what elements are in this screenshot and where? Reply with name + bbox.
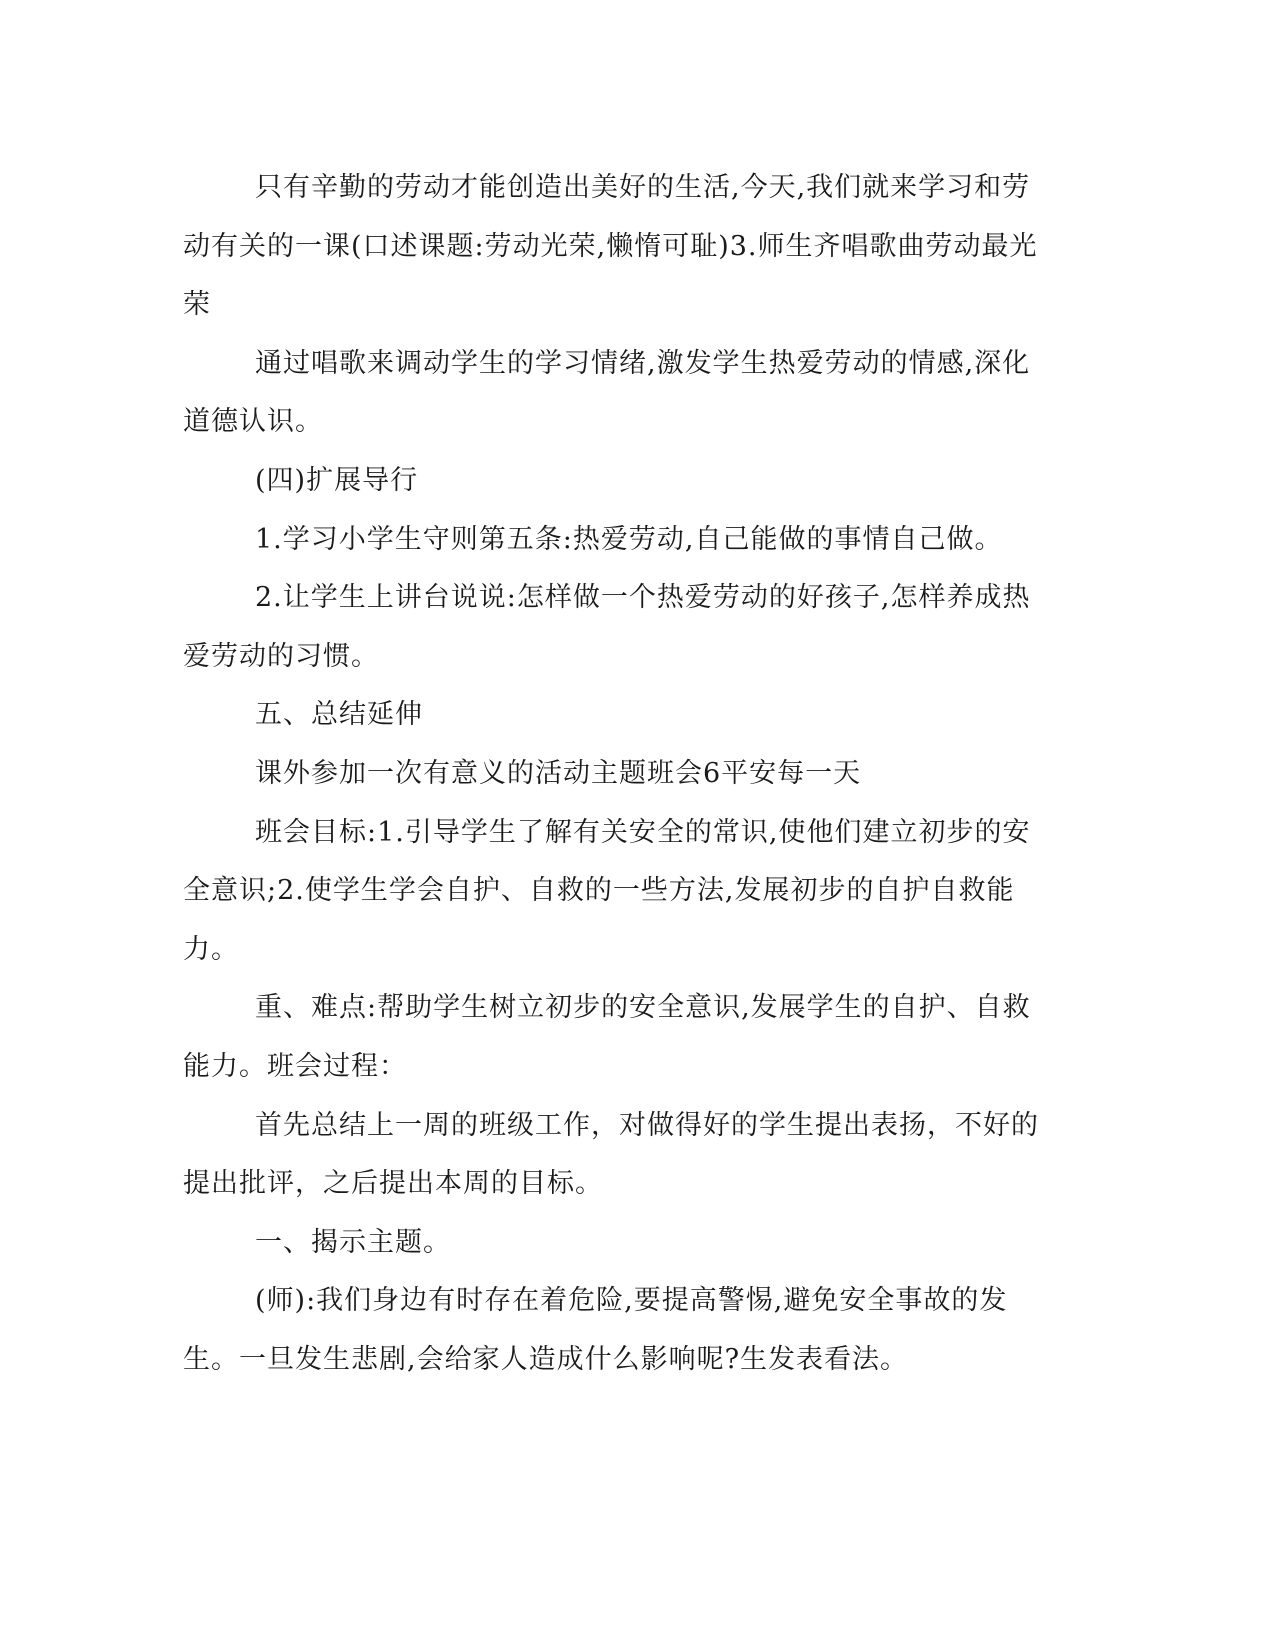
paragraph-review: 首先总结上一周的班级工作，对做得好的学生提出表扬，不好的提出批评，之后提出本周的目标。	[183, 1109, 1039, 1200]
paragraph-teacher: (师):我们身边有时存在着危险,要提高警惕,避免安全事故的发生。一旦发生悲剧,会给家人造成什么影响呢?生发表看法。	[183, 1285, 1008, 1375]
paragraph-key-points: 重、难点:帮助学生树立初步的安全意识,发展学生的自护、自救能力。班会过程：	[183, 992, 1031, 1082]
paragraph-item-2: 2.让学生上讲台说说:怎样做一个热爱劳动的好孩子,怎样养成热爱劳动的习惯。	[183, 582, 1031, 672]
paragraph-goals: 班会目标:1.引导学生了解有关安全的常识,使他们建立初步的安全意识;2.使学生学会自护、自救的一些方法,发展初步的自护自救能力。	[183, 816, 1031, 965]
paragraph-1: 只有辛勤的劳动才能创造出美好的生活,今天,我们就来学习和劳动有关的一课(口述课题:劳动光荣,懒惰可耻)3.师生齐唱歌曲劳动最光荣	[183, 172, 1038, 321]
section-heading-theme: 一、揭示主题。	[255, 1226, 451, 1258]
document-body	[183, 159, 1043, 1389]
paragraph-item-1: 1.学习小学生守则第五条:热爱劳动,自己能做的事情自己做。	[255, 523, 1003, 555]
paragraph-2: 通过唱歌来调动学生的学习情绪,激发学生热爱劳动的情感,深化道德认识。	[183, 347, 1031, 438]
paragraph-activity: 课外参加一次有意义的活动主题班会6平安每一天	[255, 757, 862, 789]
section-heading-expand: (四)扩展导行	[255, 464, 419, 496]
section-heading-summary: 五、总结延伸	[255, 699, 423, 731]
